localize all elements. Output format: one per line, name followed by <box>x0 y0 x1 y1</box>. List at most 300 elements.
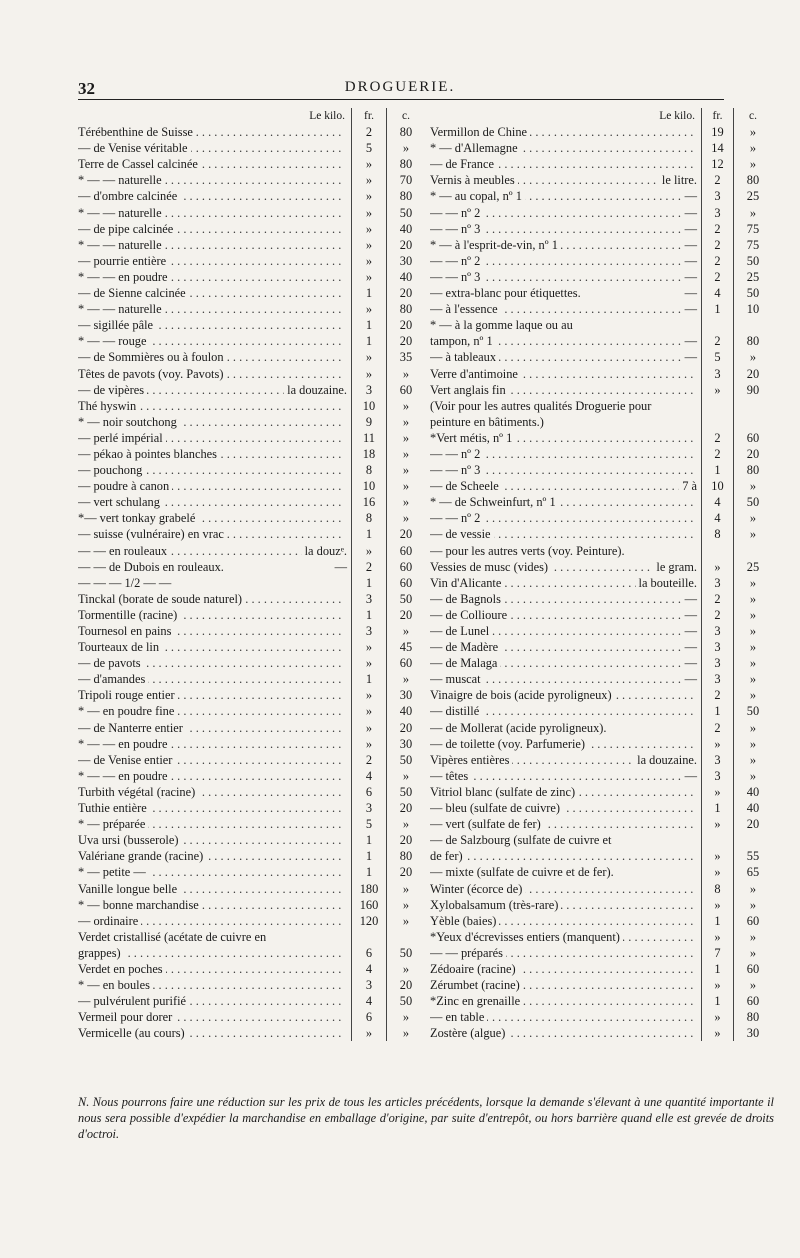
item-label <box>430 478 679 494</box>
item-label-text: — à l'essence <box>430 302 501 316</box>
price-francs: 1 <box>351 575 386 591</box>
price-centimes: 60 <box>386 559 425 575</box>
price-centimes: 20 <box>733 366 772 382</box>
item-label-text: * — à la gomme laque ou au <box>430 318 576 332</box>
price-centimes: 35 <box>386 349 425 365</box>
item-unit: la douzaine. <box>287 382 347 397</box>
item-label-text: Xylobalsamum (très-rare) <box>430 898 561 912</box>
item-unit: — <box>684 640 697 655</box>
price-centimes: » <box>386 768 425 784</box>
price-row <box>78 607 425 623</box>
item-label <box>78 446 344 462</box>
item-label-text: — bleu (sulfate de cuivre) <box>430 801 563 815</box>
price-centimes: » <box>386 897 425 913</box>
page-title: DROGUERIE. <box>344 79 456 95</box>
price-centimes: 25 <box>733 269 772 285</box>
price-centimes: » <box>386 494 425 510</box>
item-unit: la douzaine. <box>637 752 697 767</box>
item-label-text: — de Venise entier <box>78 753 175 767</box>
price-francs: 5 <box>701 349 733 365</box>
price-row <box>430 253 772 269</box>
item-label <box>430 864 694 880</box>
price-francs: » <box>701 382 733 398</box>
price-francs: » <box>351 687 386 703</box>
price-francs: » <box>351 1025 386 1041</box>
item-label <box>78 494 344 510</box>
price-centimes: » <box>733 140 772 156</box>
item-label <box>430 253 682 269</box>
item-label <box>78 929 344 945</box>
price-row <box>78 832 425 848</box>
price-centimes: 80 <box>733 333 772 349</box>
price-centimes: » <box>386 462 425 478</box>
price-centimes: 50 <box>386 752 425 768</box>
price-francs: 18 <box>351 446 386 462</box>
price-centimes: » <box>733 478 772 494</box>
price-row <box>430 188 772 204</box>
price-centimes: 50 <box>386 591 425 607</box>
price-francs <box>701 317 733 333</box>
price-row <box>78 816 425 832</box>
price-francs: 2 <box>701 172 733 188</box>
item-label <box>430 671 682 687</box>
item-label <box>78 156 344 172</box>
price-centimes: » <box>386 961 425 977</box>
price-francs: 9 <box>351 414 386 430</box>
price-row <box>430 736 772 752</box>
item-label-text: Térébenthine de Suisse <box>78 125 196 139</box>
price-centimes: 80 <box>386 156 425 172</box>
item-label-text: Verdet en poches <box>78 962 166 976</box>
price-centimes: » <box>733 349 772 365</box>
price-row <box>430 205 772 221</box>
price-centimes: » <box>733 897 772 913</box>
item-label-text: — distillé <box>430 704 482 718</box>
item-label <box>78 752 344 768</box>
price-centimes: » <box>733 639 772 655</box>
item-label-text: — suisse (vulnéraire) en vrac <box>78 527 227 541</box>
price-francs: » <box>351 736 386 752</box>
item-label <box>78 124 344 140</box>
item-label-text: Têtes de pavots (voy. Pavots) <box>78 367 226 381</box>
price-row <box>430 929 772 945</box>
item-label <box>78 414 344 430</box>
price-centimes: » <box>733 623 772 639</box>
price-francs: 2 <box>701 237 733 253</box>
item-label-text: — en table <box>430 1010 487 1024</box>
price-francs: 8 <box>351 510 386 526</box>
price-centimes: » <box>733 671 772 687</box>
item-label <box>78 349 344 365</box>
price-francs: 2 <box>701 687 733 703</box>
price-row <box>78 913 425 929</box>
item-label-text: Verdet cristallisé (acétate de cuivre en <box>78 930 269 944</box>
price-francs: » <box>351 720 386 736</box>
price-row <box>78 575 425 591</box>
item-label <box>78 832 344 848</box>
price-row <box>430 1025 772 1041</box>
price-francs: 10 <box>351 478 386 494</box>
price-centimes: 60 <box>386 543 425 559</box>
item-label-text: — — nº 3 <box>430 222 483 236</box>
price-row <box>430 977 772 993</box>
price-centimes: 30 <box>386 253 425 269</box>
price-row <box>78 864 425 880</box>
price-row <box>78 1009 425 1025</box>
item-label <box>78 720 344 736</box>
item-label <box>430 237 682 253</box>
price-francs: 6 <box>351 945 386 961</box>
price-centimes: 45 <box>386 639 425 655</box>
price-francs: 4 <box>351 993 386 1009</box>
item-label-text: — de Sienne calcinée <box>78 286 189 300</box>
price-row <box>430 1009 772 1025</box>
price-row <box>430 526 772 542</box>
item-label <box>78 172 344 188</box>
price-row <box>430 414 772 430</box>
price-francs: » <box>351 366 386 382</box>
price-centimes: » <box>386 1025 425 1041</box>
price-francs: 4 <box>351 961 386 977</box>
item-label <box>78 687 344 703</box>
price-centimes: 80 <box>386 848 425 864</box>
item-label <box>430 752 634 768</box>
item-unit: — <box>684 189 697 204</box>
price-centimes: 20 <box>386 317 425 333</box>
item-label <box>78 1009 344 1025</box>
item-label-text: *Zinc en grenaille <box>430 994 523 1008</box>
price-row <box>430 800 772 816</box>
price-centimes: » <box>733 526 772 542</box>
price-francs: 2 <box>701 720 733 736</box>
item-label-text: Yèble (baies) <box>430 914 499 928</box>
price-row <box>78 124 425 140</box>
price-row <box>430 156 772 172</box>
price-francs: 3 <box>701 768 733 784</box>
price-row <box>78 897 425 913</box>
price-centimes: 20 <box>386 607 425 623</box>
item-label <box>430 832 694 848</box>
price-row <box>430 124 772 140</box>
price-row <box>430 961 772 977</box>
price-centimes: 80 <box>733 1009 772 1025</box>
item-label <box>78 784 344 800</box>
item-unit: — <box>684 221 697 236</box>
price-centimes: 80 <box>386 188 425 204</box>
item-label <box>430 607 682 623</box>
price-row <box>430 607 772 623</box>
item-label-text: — de pavots <box>78 656 144 670</box>
price-centimes: 40 <box>386 703 425 719</box>
item-label <box>78 639 344 655</box>
item-unit: — <box>684 768 697 783</box>
price-centimes: 50 <box>386 205 425 221</box>
price-centimes: 20 <box>386 720 425 736</box>
price-francs: 180 <box>351 881 386 897</box>
price-row <box>78 462 425 478</box>
item-label-text: * — — rouge <box>78 334 149 348</box>
item-label-text: — pour les autres verts (voy. Peinture). <box>430 544 628 558</box>
price-francs: 3 <box>351 623 386 639</box>
price-centimes: 20 <box>386 977 425 993</box>
item-label <box>78 510 344 526</box>
item-label-text: — mixte (sulfate de cuivre et de fer). <box>430 865 617 879</box>
price-row <box>430 140 772 156</box>
price-row <box>78 961 425 977</box>
price-francs: 3 <box>701 623 733 639</box>
price-row <box>78 720 425 736</box>
price-row <box>78 430 425 446</box>
item-label <box>430 414 694 430</box>
price-francs: 2 <box>701 269 733 285</box>
price-francs: » <box>701 736 733 752</box>
item-label <box>78 462 344 478</box>
item-label <box>430 543 694 559</box>
price-row <box>78 671 425 687</box>
item-label-text: — — nº 3 <box>430 463 483 477</box>
item-label-text: peinture en bâtiments.) <box>430 415 547 429</box>
item-label-text: — vert schulang <box>78 495 163 509</box>
price-row <box>430 172 772 188</box>
item-label <box>78 977 344 993</box>
left-francs-header: fr. <box>351 108 386 124</box>
item-label-text: Vitriol blanc (sulfate de zinc) <box>430 785 578 799</box>
item-label-text: * — — en poudre <box>78 270 170 284</box>
item-label-text: — de toilette (voy. Parfumerie) <box>430 737 588 751</box>
item-label <box>430 848 694 864</box>
price-francs: 1 <box>351 333 386 349</box>
price-row <box>430 816 772 832</box>
item-label-text: Vessies de musc (vides) <box>430 560 551 574</box>
price-row <box>78 623 425 639</box>
item-label-text: Zérumbet (racine) <box>430 978 523 992</box>
price-francs: » <box>351 639 386 655</box>
item-unit: — <box>684 350 697 365</box>
price-centimes: » <box>733 752 772 768</box>
right-rows <box>430 124 772 1041</box>
item-label-text: Terre de Cassel calcinée <box>78 157 201 171</box>
price-row <box>430 494 772 510</box>
item-label <box>430 897 694 913</box>
item-label-text: Tormentille (racine) <box>78 608 180 622</box>
price-centimes: 55 <box>733 848 772 864</box>
price-francs <box>701 414 733 430</box>
price-centimes: 60 <box>733 430 772 446</box>
price-francs: 14 <box>701 140 733 156</box>
price-row <box>78 221 425 237</box>
price-row <box>430 543 772 559</box>
price-row <box>78 510 425 526</box>
price-francs: 11 <box>351 430 386 446</box>
price-centimes: 75 <box>733 221 772 237</box>
price-centimes: » <box>386 414 425 430</box>
item-label <box>78 961 344 977</box>
item-label-text: tampon, nº 1 <box>430 334 496 348</box>
price-centimes: 20 <box>386 864 425 880</box>
item-label <box>430 269 682 285</box>
price-centimes: 60 <box>733 913 772 929</box>
item-label-text: Uva ursi (busserole) <box>78 833 181 847</box>
price-francs: 1 <box>351 285 386 301</box>
item-label-text: — d'amandes <box>78 672 148 686</box>
price-centimes: » <box>733 768 772 784</box>
price-francs: 1 <box>701 800 733 816</box>
price-francs: 2 <box>701 253 733 269</box>
item-label <box>430 591 682 607</box>
item-label-text: Vinaigre de bois (acide pyroligneux) <box>430 688 615 702</box>
item-label <box>430 221 682 237</box>
price-francs: 3 <box>351 591 386 607</box>
price-row <box>78 317 425 333</box>
price-centimes: 60 <box>386 575 425 591</box>
left-centimes-header: c. <box>386 108 425 124</box>
price-francs: » <box>351 269 386 285</box>
price-row <box>430 832 772 848</box>
price-row <box>78 349 425 365</box>
price-centimes: 60 <box>386 655 425 671</box>
price-francs: » <box>351 156 386 172</box>
item-unit: — <box>684 253 697 268</box>
item-label <box>78 221 344 237</box>
price-centimes: 80 <box>733 462 772 478</box>
price-centimes: » <box>386 510 425 526</box>
price-francs: 3 <box>701 752 733 768</box>
price-centimes <box>386 929 425 945</box>
price-centimes <box>733 317 772 333</box>
item-label-text: Vipères entières <box>430 753 512 767</box>
item-label <box>78 140 344 156</box>
price-row <box>78 446 425 462</box>
item-label <box>78 366 344 382</box>
item-label-text: * — préparée <box>78 817 148 831</box>
item-label-text: — pouchong <box>78 463 145 477</box>
price-francs: 160 <box>351 897 386 913</box>
item-label <box>430 494 694 510</box>
price-row <box>78 269 425 285</box>
item-label <box>78 800 344 816</box>
price-francs: 120 <box>351 913 386 929</box>
item-label <box>78 671 344 687</box>
item-label <box>78 736 344 752</box>
price-row <box>78 736 425 752</box>
price-francs: 3 <box>701 188 733 204</box>
item-label <box>430 929 694 945</box>
price-centimes: 80 <box>386 124 425 140</box>
item-label-text: — — nº 2 <box>430 206 483 220</box>
price-row <box>78 414 425 430</box>
price-row <box>78 526 425 542</box>
price-centimes: 40 <box>733 784 772 800</box>
item-label-text: * — de Schweinfurt, nº 1 <box>430 495 559 509</box>
price-centimes <box>733 832 772 848</box>
item-label-text: * — en boules <box>78 978 153 992</box>
item-label-text: Vermeil pour dorer <box>78 1010 175 1024</box>
price-centimes: » <box>386 913 425 929</box>
price-row <box>430 317 772 333</box>
item-label <box>78 559 332 575</box>
price-francs: 3 <box>351 800 386 816</box>
item-unit: — <box>334 559 347 574</box>
price-centimes: » <box>733 945 772 961</box>
price-row <box>430 591 772 607</box>
item-label-text: — de vessie <box>430 527 494 541</box>
item-label <box>430 993 694 1009</box>
price-centimes: 70 <box>386 172 425 188</box>
item-label-text: — de France <box>430 157 497 171</box>
price-row <box>430 398 772 414</box>
price-francs: 2 <box>701 591 733 607</box>
price-row <box>78 382 425 398</box>
price-row <box>78 1025 425 1041</box>
price-row <box>78 366 425 382</box>
price-centimes <box>733 414 772 430</box>
item-label-text: *Vert métis, nº 1 <box>430 431 515 445</box>
item-label-text: — — en rouleaux <box>78 544 170 558</box>
item-label-text: * — en poudre fine <box>78 704 177 718</box>
item-label <box>430 703 694 719</box>
item-label <box>430 559 653 575</box>
price-row <box>430 687 772 703</box>
item-unit: le litre. <box>661 173 697 188</box>
price-francs: » <box>701 864 733 880</box>
price-row <box>430 221 772 237</box>
item-unit: — <box>684 591 697 606</box>
price-row <box>78 253 425 269</box>
item-label-text: Verre d'antimoine <box>430 367 521 381</box>
price-centimes: 20 <box>733 446 772 462</box>
price-francs: 1 <box>351 848 386 864</box>
item-label-text: * — petite — <box>78 865 149 879</box>
item-label <box>430 881 694 897</box>
item-label-text: — de Collioure <box>430 608 510 622</box>
price-francs: 2 <box>351 124 386 140</box>
price-row <box>78 172 425 188</box>
item-label-text: * — bonne marchandise <box>78 898 202 912</box>
price-row <box>78 993 425 1009</box>
price-francs <box>701 398 733 414</box>
price-row <box>430 848 772 864</box>
item-label <box>430 575 636 591</box>
item-label-text: — de Scheele <box>430 479 502 493</box>
price-francs: » <box>351 253 386 269</box>
price-row <box>430 881 772 897</box>
price-francs: » <box>351 188 386 204</box>
item-label-text: * — — en poudre <box>78 737 170 751</box>
item-label <box>78 655 344 671</box>
right-column-header <box>430 108 772 124</box>
footnote: N. Nous pourrons faire une réduction sur les prix de tous les articles précédents, lorsque la demande s'élevant à une quantité importante il nous sera possible d'expédier la marchandise en emballage d'origine, par suite d'entrepôt, ou hors barrière quand elle est grevée de droits d'octroi. <box>78 1095 774 1141</box>
price-francs: » <box>351 349 386 365</box>
price-centimes: 20 <box>386 526 425 542</box>
price-francs: 2 <box>351 559 386 575</box>
price-row <box>430 366 772 382</box>
price-centimes: 60 <box>733 993 772 1009</box>
price-francs: 12 <box>701 156 733 172</box>
left-rows <box>78 124 425 1041</box>
item-label <box>430 382 694 398</box>
price-francs: 5 <box>351 140 386 156</box>
price-centimes: 20 <box>386 285 425 301</box>
item-label <box>430 655 682 671</box>
item-label-text: * — d'Allemagne <box>430 141 521 155</box>
price-francs: 3 <box>351 977 386 993</box>
item-label <box>430 977 694 993</box>
price-francs: 3 <box>701 575 733 591</box>
price-row <box>430 478 772 494</box>
item-label-text: Tourteaux de lin <box>78 640 162 654</box>
price-centimes: » <box>733 124 772 140</box>
price-francs: » <box>351 301 386 317</box>
